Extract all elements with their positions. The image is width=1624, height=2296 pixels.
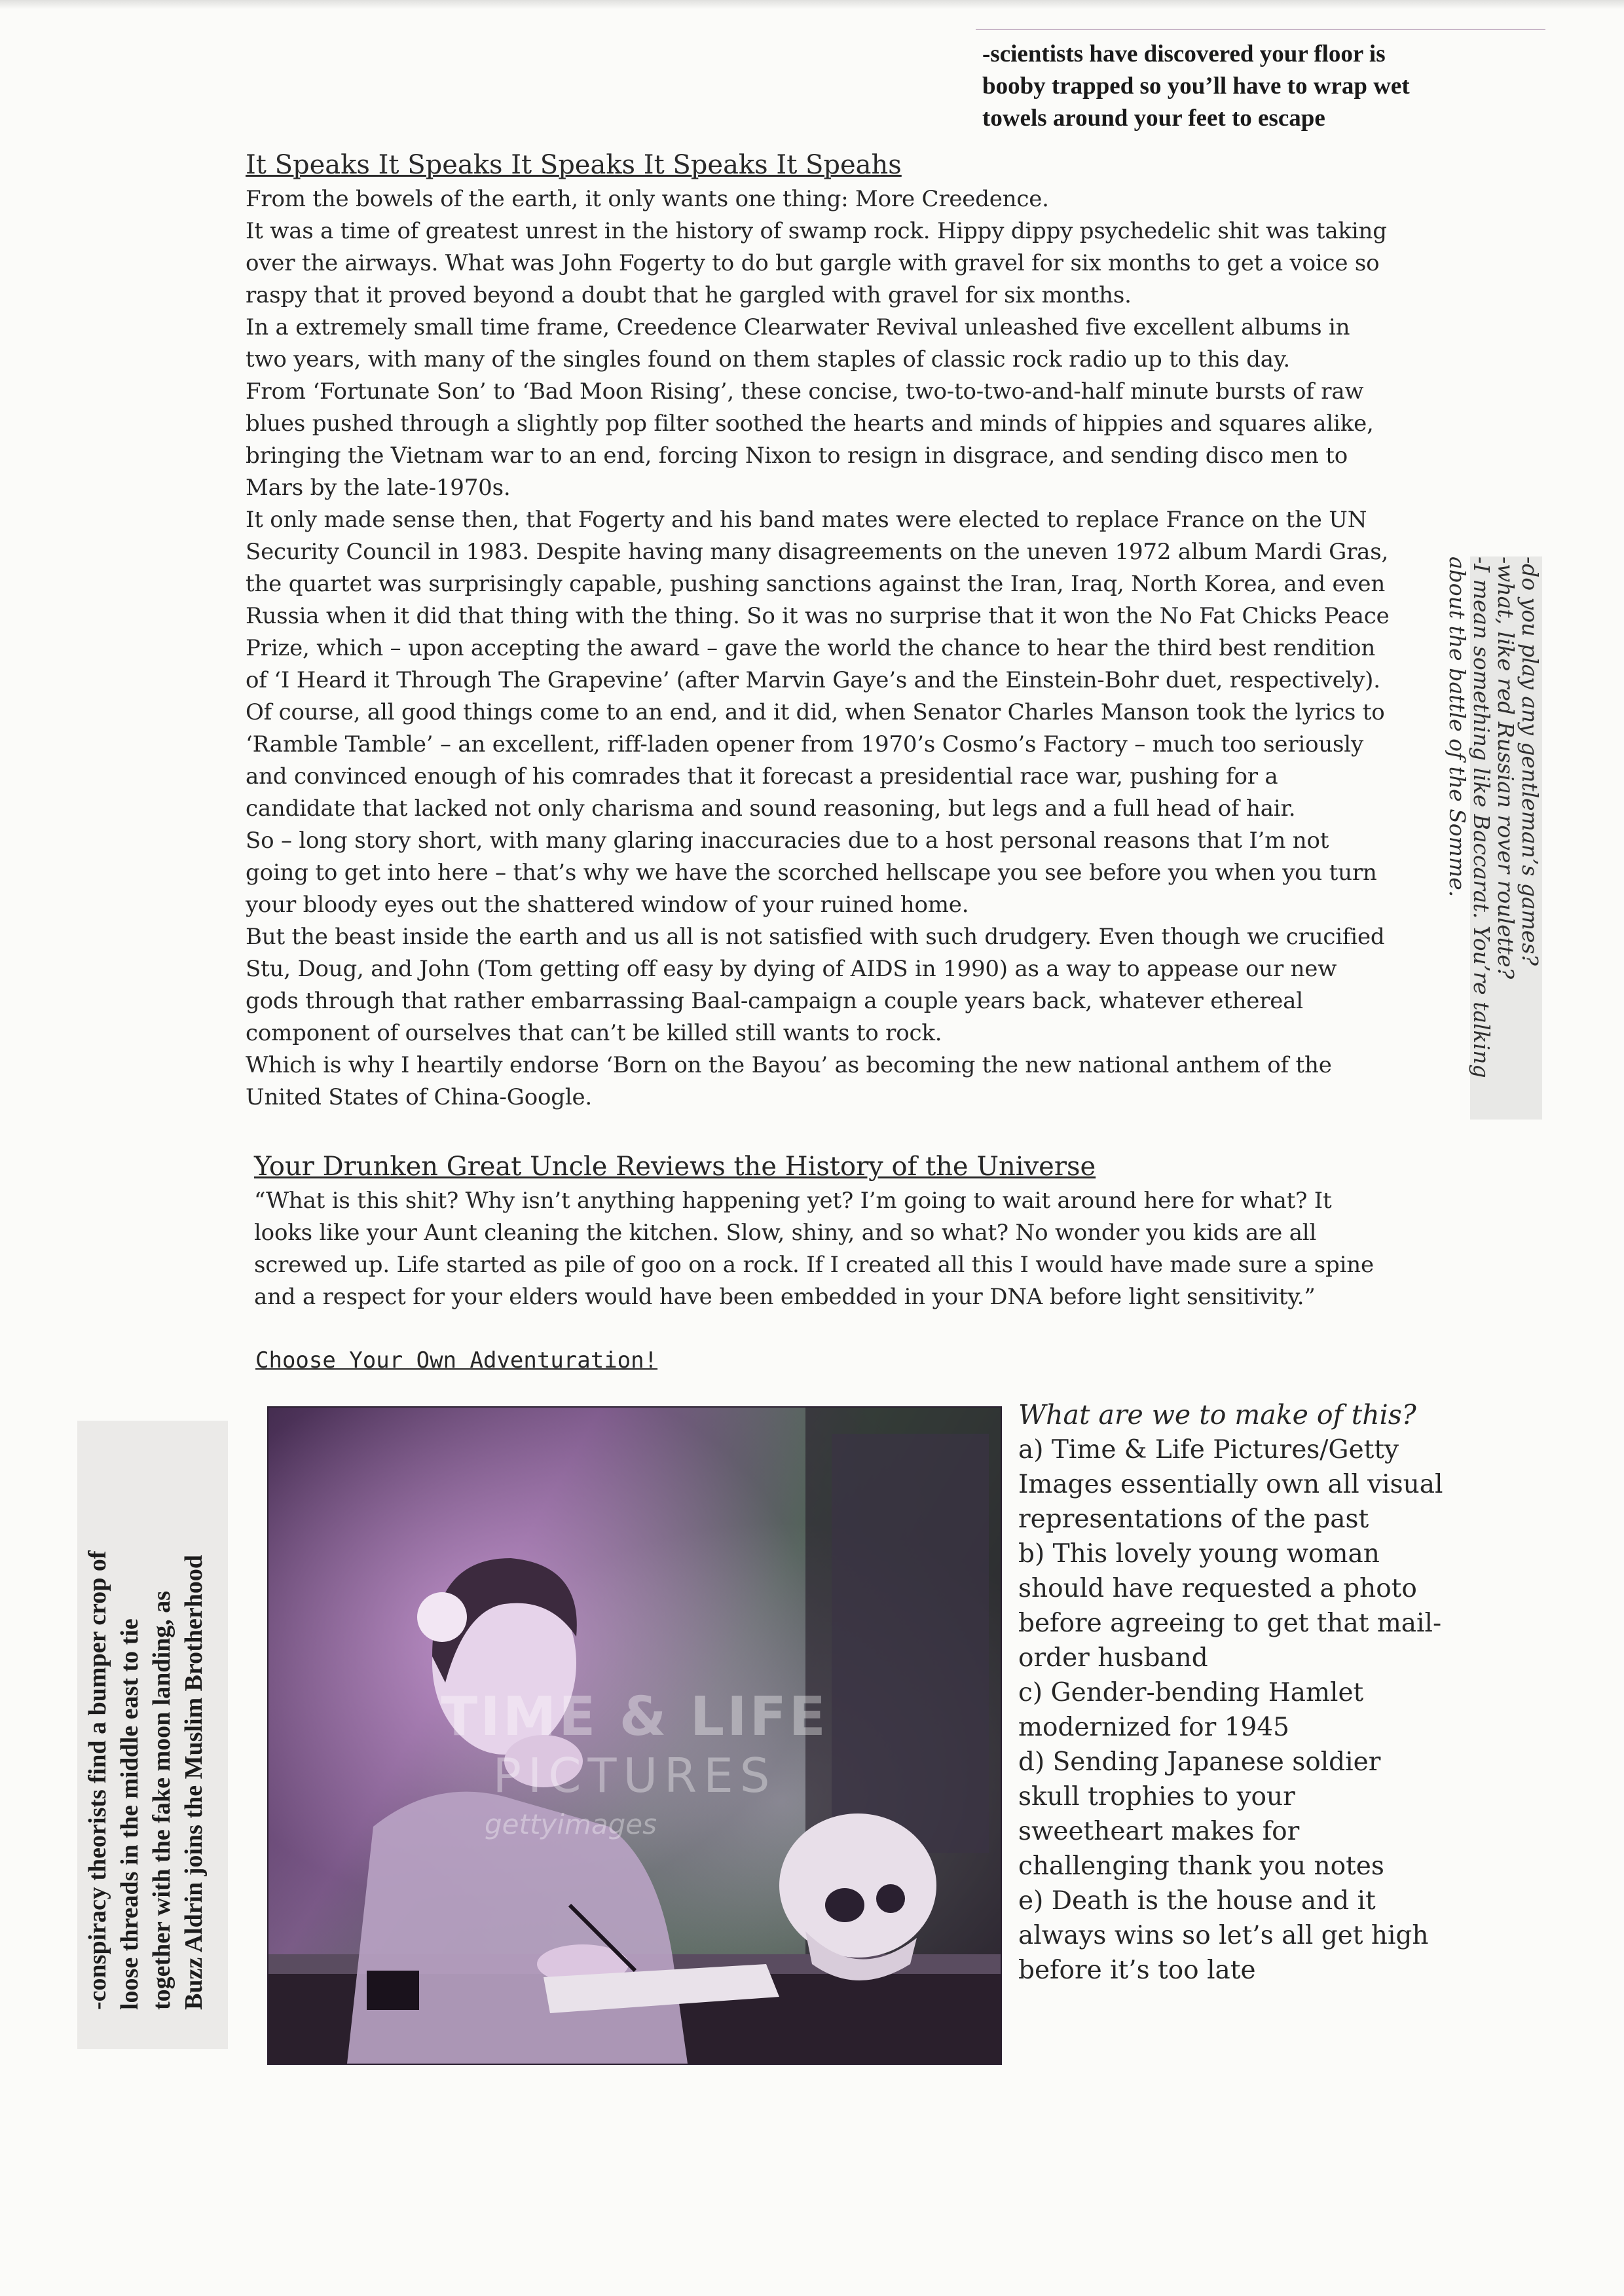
side-note-line: -what, like red Russian rover roulette? (1493, 556, 1519, 979)
article-line: Security Council in 1983. Despite having many disagreements on the uneven 1972 album Mardi Gras, (246, 539, 1389, 565)
article-line: going to get into here – that’s why we have the scorched hellscape you see before you when you turn (246, 860, 1377, 886)
watermark-pictures: PICTURES (492, 1748, 777, 1803)
article-line: United States of China-Google. (246, 1084, 593, 1110)
article-line: and convinced enough of his comrades that it forecast a presidential race war, pushing for a (246, 763, 1278, 790)
quiz-answer-line: modernized for 1945 (1018, 1713, 1289, 1742)
article-line: the quartet was surprisingly capable, pushing sanctions against the Iran, Iraq, North Korea, and even (246, 571, 1386, 597)
article2-line: “What is this shit? Why isn’t anything happening yet? I’m going to wait around here for what? It (254, 1188, 1332, 1214)
side-note-line: Buzz Aldrin joins the Muslim Brotherhood (180, 1555, 208, 2010)
quiz-answer-line: challenging thank you notes (1018, 1851, 1384, 1881)
article-line: Of course, all good things come to an end, and it did, when Senator Charles Manson took the lyrics to (246, 699, 1385, 725)
article-line: Stu, Doug, and John (Tom getting off easy by dying of AIDS in 1990) as a way to appease our new (246, 956, 1337, 982)
article-line: But the beast inside the earth and us all is not satisfied with such drudgery. Even though we crucified (246, 924, 1385, 950)
article-line: Russia when it did that thing with the thing. So it was no surprise that it won the No Fat Chicks Peace (246, 603, 1390, 629)
side-note-line: together with the fake moon landing, as (148, 1590, 175, 2010)
article-line: From ‘Fortunate Son’ to ‘Bad Moon Rising’, these concise, two-to-two-and-half minute bursts of raw (246, 378, 1364, 405)
note-rule (976, 29, 1545, 30)
article-line: Prize, which – upon accepting the award – gave the world the chance to hear the third best rendition (246, 635, 1376, 661)
article2-line: and a respect for your elders would have been embedded in your DNA before light sensitivity.” (254, 1284, 1316, 1310)
top-note-line: -scientists have discovered your floor is (982, 41, 1386, 67)
side-note-line: -I mean something like Baccarat. You’re talking (1469, 556, 1494, 1078)
article2-body (254, 1185, 1420, 1313)
article-title: It Speaks It Speaks It Speaks It Speaks It Speahs (246, 150, 902, 180)
article-line: It only made sense then, that Fogerty and his band mates were elected to replace France on the UN (246, 507, 1367, 533)
article-line: of ‘I Heard it Through The Grapevine’ (after Marvin Gaye’s and the Einstein-Bohr duet, respectively). (246, 667, 1380, 693)
quiz-answer-line: representations of the past (1018, 1504, 1369, 1534)
quiz-answer-line: e) Death is the house and it (1018, 1886, 1376, 1916)
adventure-title: Choose Your Own Adventuration! (255, 1347, 658, 1374)
article-line: component of ourselves that can’t be killed still wants to rock. (246, 1020, 942, 1046)
article-line: over the airways. What was John Fogerty to do but gargle with gravel for six months to get a voice so (246, 250, 1380, 276)
top-note-line: booby trapped so you’ll have to wrap wet (982, 73, 1410, 100)
quiz-answer-line: sweetheart makes for (1018, 1817, 1300, 1846)
article-line: Which is why I heartily endorse ‘Born on the Bayou’ as becoming the new national anthem of the (246, 1052, 1332, 1078)
woman-with-skull-photo (267, 1406, 1002, 2065)
top-note-line: towels around your feet to escape (982, 105, 1325, 132)
quiz-answer-line: Images essentially own all visual (1018, 1470, 1443, 1499)
article-line: candidate that lacked not only charisma and sound reasoning, but legs and a full head of hair. (246, 795, 1296, 822)
article-line: ‘Ramble Tamble’ – an excellent, riff-laden opener from 1970’s Cosmo’s Factory – much too seriously (246, 731, 1363, 757)
watermark-getty: gettyimages (485, 1808, 657, 1840)
article-line: Mars by the late-1970s. (246, 475, 511, 501)
page-edge-shadow (0, 0, 1624, 9)
article-line: blues pushed through a slightly pop filter soothed the hearts and minds of hippies and squares alike, (246, 410, 1374, 437)
side-note-left (82, 1421, 210, 2010)
quiz-question: What are we to make of this? (1018, 1399, 1416, 1430)
quiz-answer-line: c) Gender-bending Hamlet (1018, 1678, 1364, 1707)
quiz-answer-line: b) This lovely young woman (1018, 1539, 1380, 1569)
quiz-answer-line: before agreeing to get that mail- (1018, 1609, 1442, 1638)
article-line: From the bowels of the earth, it only wants one thing: More Creedence. (246, 186, 1049, 212)
article-line: raspy that it proved beyond a doubt that he gargled with gravel for six months. (246, 282, 1132, 308)
side-note-line: -do you play any gentleman’s games? (1517, 556, 1543, 966)
quiz-answer-line: always wins so let’s all get high (1018, 1921, 1429, 1950)
article-line: In a extremely small time frame, Creedence Clearwater Revival unleashed five excellent albums in (246, 314, 1350, 340)
article2-title: Your Drunken Great Uncle Reviews the History of the Universe (254, 1152, 1096, 1182)
side-note-line: about the battle of the Somme. (1445, 556, 1470, 898)
article-line: gods through that rather embarrassing Baal-campaign a couple years back, whatever ethereal (246, 988, 1303, 1014)
side-note-right (1445, 556, 1542, 1120)
article-line: So – long story short, with many glaring inaccuracies due to a host personal reasons that I’m not (246, 828, 1329, 854)
article-line: your bloody eyes out the shattered window of your ruined home. (246, 892, 969, 918)
quiz-answer-line: before it’s too late (1018, 1956, 1256, 1985)
article2-line: looks like your Aunt cleaning the kitchen. Slow, shiny, and so what? No wonder you kids are all (254, 1220, 1317, 1246)
watermark-logo: TIME & LIFE (441, 1686, 828, 1748)
quiz (1018, 1398, 1477, 1988)
quiz-answer-line: should have requested a photo (1018, 1574, 1417, 1603)
article-line: bringing the Vietnam war to an end, forcing Nixon to resign in disgrace, and sending disco men to (246, 443, 1348, 469)
side-note-line: loose threads in the middle east to tie (116, 1618, 143, 2010)
article-line: It was a time of greatest unrest in the history of swamp rock. Hippy dippy psychedelic shit was taking (246, 218, 1387, 244)
article2-line: screwed up. Life started as pile of goo on a rock. If I created all this I would have made sure a spine (254, 1252, 1374, 1278)
side-note-line: -conspiracy theorists find a bumper crop of (84, 1550, 111, 2010)
quiz-answer-line: order husband (1018, 1643, 1208, 1673)
quiz-answer-line: a) Time & Life Pictures/Getty (1018, 1435, 1399, 1465)
quiz-answer-line: d) Sending Japanese soldier (1018, 1747, 1381, 1777)
top-note (982, 38, 1559, 134)
quiz-answer-line: skull trophies to your (1018, 1782, 1295, 1812)
article-body (246, 183, 1424, 1114)
article-line: two years, with many of the singles found on them staples of classic rock radio up to this day. (246, 346, 1290, 373)
